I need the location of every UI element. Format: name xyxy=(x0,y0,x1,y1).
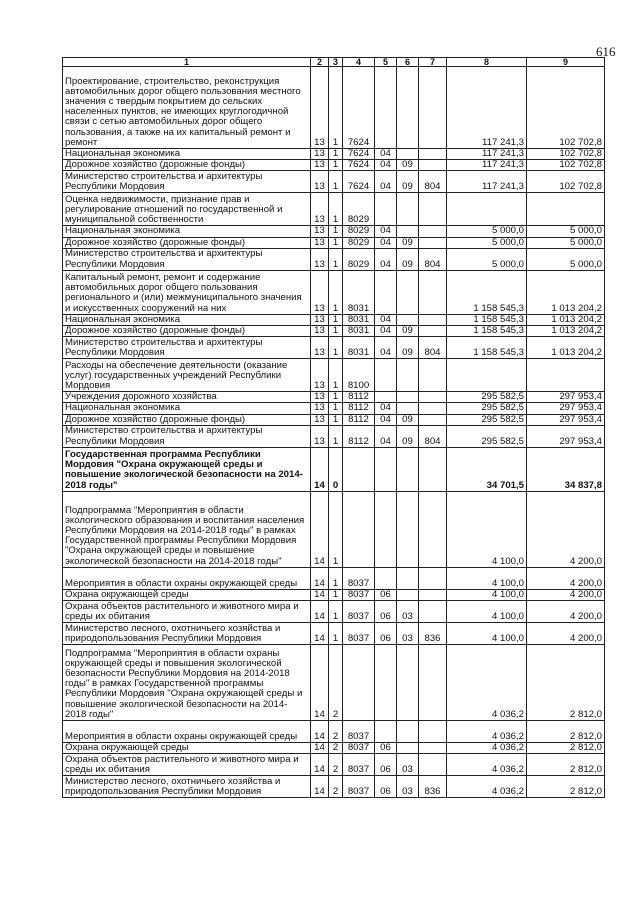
row-name-cell: Национальная экономика xyxy=(63,226,311,237)
cell-col-9: 1 013 204,2 xyxy=(527,270,605,314)
cell-col-5 xyxy=(375,359,397,392)
cell-col-6: 09 xyxy=(397,414,419,425)
cell-col-2: 14 xyxy=(311,447,329,491)
cell-col-9: 297 953,4 xyxy=(527,425,605,447)
cell-col-3: 2 xyxy=(329,721,343,743)
table-row xyxy=(63,326,605,337)
cell-col-4: 8029 xyxy=(343,248,375,270)
row-name-cell: Охрана объектов растительного и животного мира и среды их обитания xyxy=(63,754,311,776)
row-name-cell: Капитальный ремонт, ремонт и содержание автомобильных дорог общего пользования регионального и (или) межмуниципального значения и искусственных сооружений на них xyxy=(63,270,311,314)
cell-col-6 xyxy=(397,491,419,567)
cell-col-5: 04 xyxy=(375,226,397,237)
cell-col-4: 7624 xyxy=(343,160,375,171)
cell-col-6 xyxy=(397,226,419,237)
table-row xyxy=(63,237,605,248)
cell-col-9: 297 953,4 xyxy=(527,403,605,414)
table-row xyxy=(63,403,605,414)
cell-col-2: 13 xyxy=(311,425,329,447)
cell-col-2: 13 xyxy=(311,359,329,392)
row-name-cell: Министерство строительства и архитектуры Республики Мордовия xyxy=(63,171,311,193)
row-name-cell: Охрана окружающей среды xyxy=(63,589,311,600)
cell-col-3: 1 xyxy=(329,67,343,149)
cell-col-6: 03 xyxy=(397,754,419,776)
cell-col-2: 13 xyxy=(311,67,329,149)
cell-col-2: 14 xyxy=(311,491,329,567)
cell-col-8: 117 241,3 xyxy=(447,171,527,193)
cell-col-5 xyxy=(375,567,397,589)
cell-col-7 xyxy=(419,314,447,325)
row-name-cell: Министерство лесного, охотничьего хозяйства и природопользования Республики Мордовия xyxy=(63,623,311,645)
cell-col-9: 4 200,0 xyxy=(527,567,605,589)
cell-col-7: 804 xyxy=(419,248,447,270)
row-name-cell: Проектирование, строительство, реконструкция автомобильных дорог общего пользования местного значения с твердым покрытием до сельских населенных пунктов, не имеющих круглогодичной связи с сетью автомобильных дорог общего пользования, а также на их капитальный ремонт и ремонт xyxy=(63,67,311,149)
column-header: 4 xyxy=(343,58,375,67)
cell-col-6 xyxy=(397,314,419,325)
cell-col-8: 4 036,2 xyxy=(447,776,527,798)
cell-col-6: 03 xyxy=(397,623,419,645)
table-row xyxy=(63,359,605,392)
table-row xyxy=(63,754,605,776)
cell-col-3: 1 xyxy=(329,567,343,589)
cell-col-3: 1 xyxy=(329,149,343,160)
table-row xyxy=(63,601,605,623)
cell-col-8: 5 000,0 xyxy=(447,248,527,270)
cell-col-3: 1 xyxy=(329,248,343,270)
cell-col-3: 2 xyxy=(329,754,343,776)
table-row xyxy=(63,414,605,425)
column-header: 8 xyxy=(447,58,527,67)
table-row xyxy=(63,314,605,325)
cell-col-7: 804 xyxy=(419,337,447,359)
cell-col-5 xyxy=(375,193,397,226)
cell-col-2: 13 xyxy=(311,160,329,171)
cell-col-8: 295 582,5 xyxy=(447,392,527,403)
cell-col-8: 5 000,0 xyxy=(447,237,527,248)
table-row xyxy=(63,447,605,491)
cell-col-8: 4 100,0 xyxy=(447,491,527,567)
cell-col-2: 13 xyxy=(311,337,329,359)
cell-col-5: 06 xyxy=(375,754,397,776)
cell-col-8 xyxy=(447,359,527,392)
budget-table xyxy=(62,57,605,798)
cell-col-5 xyxy=(375,270,397,314)
cell-col-2: 13 xyxy=(311,326,329,337)
cell-col-7 xyxy=(419,491,447,567)
cell-col-4: 8037 xyxy=(343,601,375,623)
cell-col-5 xyxy=(375,67,397,149)
cell-col-4: 8029 xyxy=(343,193,375,226)
column-header: 3 xyxy=(329,58,343,67)
cell-col-3: 1 xyxy=(329,326,343,337)
table-row xyxy=(63,160,605,171)
cell-col-7 xyxy=(419,392,447,403)
cell-col-6: 09 xyxy=(397,248,419,270)
cell-col-5: 06 xyxy=(375,589,397,600)
cell-col-2: 14 xyxy=(311,601,329,623)
cell-col-4: 8037 xyxy=(343,589,375,600)
cell-col-5: 06 xyxy=(375,623,397,645)
cell-col-8: 295 582,5 xyxy=(447,425,527,447)
table-row xyxy=(63,776,605,798)
cell-col-7 xyxy=(419,149,447,160)
cell-col-8: 117 241,3 xyxy=(447,149,527,160)
cell-col-9: 102 702,8 xyxy=(527,160,605,171)
table-row xyxy=(63,491,605,567)
cell-col-4: 8112 xyxy=(343,392,375,403)
cell-col-6 xyxy=(397,359,419,392)
cell-col-3: 2 xyxy=(329,645,343,721)
table-row xyxy=(63,623,605,645)
row-name-cell: Государственная программа Республики Мордовия "Охрана окружающей среды и повышение экологической безопасности на 2014-2018 годы" xyxy=(63,447,311,491)
cell-col-3: 1 xyxy=(329,359,343,392)
cell-col-2: 13 xyxy=(311,248,329,270)
cell-col-7 xyxy=(419,721,447,743)
cell-col-6 xyxy=(397,149,419,160)
cell-col-9: 2 812,0 xyxy=(527,743,605,754)
cell-col-8: 4 036,2 xyxy=(447,743,527,754)
cell-col-5: 04 xyxy=(375,414,397,425)
cell-col-6: 09 xyxy=(397,337,419,359)
cell-col-2: 13 xyxy=(311,403,329,414)
table-row xyxy=(63,645,605,721)
cell-col-5: 04 xyxy=(375,248,397,270)
table-row xyxy=(63,743,605,754)
cell-col-4 xyxy=(343,491,375,567)
cell-col-9: 5 000,0 xyxy=(527,248,605,270)
cell-col-6: 03 xyxy=(397,601,419,623)
cell-col-2: 13 xyxy=(311,149,329,160)
table-row xyxy=(63,337,605,359)
cell-col-3: 1 xyxy=(329,160,343,171)
cell-col-6 xyxy=(397,645,419,721)
cell-col-9: 5 000,0 xyxy=(527,226,605,237)
cell-col-2: 14 xyxy=(311,589,329,600)
cell-col-7: 804 xyxy=(419,171,447,193)
column-header: 5 xyxy=(375,58,397,67)
cell-col-9: 4 200,0 xyxy=(527,491,605,567)
cell-col-8: 34 701,5 xyxy=(447,447,527,491)
cell-col-9: 102 702,8 xyxy=(527,67,605,149)
cell-col-4: 8037 xyxy=(343,721,375,743)
cell-col-4: 8037 xyxy=(343,567,375,589)
column-header: 7 xyxy=(419,58,447,67)
cell-col-8: 4 100,0 xyxy=(447,623,527,645)
cell-col-9: 2 812,0 xyxy=(527,754,605,776)
cell-col-8: 295 582,5 xyxy=(447,414,527,425)
cell-col-5: 04 xyxy=(375,337,397,359)
cell-col-9: 102 702,8 xyxy=(527,149,605,160)
cell-col-4: 8037 xyxy=(343,623,375,645)
cell-col-5: 06 xyxy=(375,776,397,798)
cell-col-4: 8031 xyxy=(343,326,375,337)
cell-col-6 xyxy=(397,392,419,403)
table-body xyxy=(63,67,605,798)
cell-col-7 xyxy=(419,193,447,226)
cell-col-9: 297 953,4 xyxy=(527,414,605,425)
row-name-cell: Министерство строительства и архитектуры Республики Мордовия xyxy=(63,425,311,447)
cell-col-7: 836 xyxy=(419,776,447,798)
cell-col-7 xyxy=(419,645,447,721)
cell-col-9: 1 013 204,2 xyxy=(527,326,605,337)
cell-col-7 xyxy=(419,326,447,337)
row-name-cell: Национальная экономика xyxy=(63,314,311,325)
cell-col-6 xyxy=(397,67,419,149)
cell-col-4: 8029 xyxy=(343,226,375,237)
cell-col-8: 1 158 545,3 xyxy=(447,270,527,314)
cell-col-4: 8029 xyxy=(343,237,375,248)
table-row xyxy=(63,392,605,403)
cell-col-4: 7624 xyxy=(343,67,375,149)
cell-col-7 xyxy=(419,754,447,776)
cell-col-2: 14 xyxy=(311,721,329,743)
table-row xyxy=(63,67,605,149)
cell-col-5 xyxy=(375,645,397,721)
cell-col-2: 14 xyxy=(311,776,329,798)
cell-col-8: 4 100,0 xyxy=(447,601,527,623)
cell-col-5: 04 xyxy=(375,149,397,160)
cell-col-9: 297 953,4 xyxy=(527,392,605,403)
cell-col-2: 14 xyxy=(311,743,329,754)
cell-col-6: 09 xyxy=(397,160,419,171)
row-name-cell: Мероприятия в области охраны окружающей среды xyxy=(63,721,311,743)
cell-col-8: 1 158 545,3 xyxy=(447,314,527,325)
row-name-cell: Оценка недвижимости, признание прав и регулирование отношений по государственной и муниципальной собственности xyxy=(63,193,311,226)
cell-col-4: 7624 xyxy=(343,149,375,160)
cell-col-7: 836 xyxy=(419,623,447,645)
cell-col-7 xyxy=(419,601,447,623)
cell-col-3: 1 xyxy=(329,589,343,600)
cell-col-3: 1 xyxy=(329,314,343,325)
column-header: 9 xyxy=(527,58,605,67)
cell-col-3: 1 xyxy=(329,623,343,645)
cell-col-5: 04 xyxy=(375,403,397,414)
cell-col-2: 13 xyxy=(311,226,329,237)
cell-col-9: 2 812,0 xyxy=(527,645,605,721)
cell-col-2: 13 xyxy=(311,392,329,403)
cell-col-5: 04 xyxy=(375,171,397,193)
column-header: 2 xyxy=(311,58,329,67)
row-name-cell: Подпрограмма "Мероприятия в области охраны окружающей среды и повышения экологической безопасности Республики Мордовия на 2014-2018 годы" в рамках Государственной программы Республики Мордовия "Охрана окружающей среды и повышение экологической безопасности на 2014-2018 годы" xyxy=(63,645,311,721)
cell-col-8: 117 241,3 xyxy=(447,160,527,171)
cell-col-5 xyxy=(375,447,397,491)
cell-col-7 xyxy=(419,567,447,589)
cell-col-9: 34 837,8 xyxy=(527,447,605,491)
table-row xyxy=(63,425,605,447)
table-row xyxy=(63,589,605,600)
cell-col-5 xyxy=(375,491,397,567)
cell-col-2: 13 xyxy=(311,171,329,193)
row-name-cell: Подпрограмма "Мероприятия в области экологического образования и воспитания населения Республики Мордовия на 2014-2018 годы" в рамках Государственной программы Республики Мордовия "Охрана окружающей среды и повышение экологической безопасности на 2014-2018 годы" xyxy=(63,491,311,567)
column-header: 1 xyxy=(63,58,311,67)
row-name-cell: Министерство лесного, охотничьего хозяйства и природопользования Республики Мордовия xyxy=(63,776,311,798)
table-row xyxy=(63,248,605,270)
cell-col-8: 4 100,0 xyxy=(447,567,527,589)
cell-col-3: 1 xyxy=(329,270,343,314)
cell-col-8: 117 241,3 xyxy=(447,67,527,149)
cell-col-6 xyxy=(397,403,419,414)
cell-col-3: 0 xyxy=(329,447,343,491)
row-name-cell: Дорожное хозяйство (дорожные фонды) xyxy=(63,414,311,425)
cell-col-7 xyxy=(419,403,447,414)
cell-col-6 xyxy=(397,743,419,754)
cell-col-9 xyxy=(527,359,605,392)
cell-col-2: 14 xyxy=(311,623,329,645)
cell-col-2: 14 xyxy=(311,754,329,776)
cell-col-9: 4 200,0 xyxy=(527,589,605,600)
cell-col-7 xyxy=(419,237,447,248)
cell-col-4: 8031 xyxy=(343,314,375,325)
cell-col-9: 2 812,0 xyxy=(527,776,605,798)
cell-col-5: 04 xyxy=(375,425,397,447)
cell-col-4: 8100 xyxy=(343,359,375,392)
cell-col-8: 5 000,0 xyxy=(447,226,527,237)
cell-col-3: 1 xyxy=(329,171,343,193)
cell-col-6 xyxy=(397,567,419,589)
cell-col-4: 8031 xyxy=(343,270,375,314)
row-name-cell: Расходы на обеспечение деятельности (оказание услуг) государственных учреждений Республики Мордовия xyxy=(63,359,311,392)
row-name-cell: Министерство строительства и архитектуры Республики Мордовия xyxy=(63,248,311,270)
cell-col-5 xyxy=(375,392,397,403)
cell-col-2: 14 xyxy=(311,645,329,721)
cell-col-4: 8112 xyxy=(343,425,375,447)
cell-col-6: 09 xyxy=(397,425,419,447)
row-name-cell: Дорожное хозяйство (дорожные фонды) xyxy=(63,237,311,248)
cell-col-8: 4 100,0 xyxy=(447,589,527,600)
cell-col-3: 1 xyxy=(329,226,343,237)
cell-col-9: 4 200,0 xyxy=(527,601,605,623)
cell-col-2: 14 xyxy=(311,567,329,589)
cell-col-6 xyxy=(397,721,419,743)
cell-col-4: 8112 xyxy=(343,403,375,414)
cell-col-3: 1 xyxy=(329,601,343,623)
cell-col-3: 1 xyxy=(329,237,343,248)
row-name-cell: Национальная экономика xyxy=(63,149,311,160)
cell-col-3: 1 xyxy=(329,414,343,425)
table-header-row xyxy=(63,58,605,67)
cell-col-2: 13 xyxy=(311,270,329,314)
cell-col-3: 2 xyxy=(329,776,343,798)
cell-col-4: 8037 xyxy=(343,754,375,776)
cell-col-4: 8112 xyxy=(343,414,375,425)
table-row xyxy=(63,149,605,160)
cell-col-8: 1 158 545,3 xyxy=(447,337,527,359)
cell-col-9 xyxy=(527,193,605,226)
cell-col-4: 7624 xyxy=(343,171,375,193)
row-name-cell: Мероприятия в области охраны окружающей среды xyxy=(63,567,311,589)
row-name-cell: Учреждения дорожного хозяйства xyxy=(63,392,311,403)
row-name-cell: Министерство строительства и архитектуры Республики Мордовия xyxy=(63,337,311,359)
cell-col-9: 2 812,0 xyxy=(527,721,605,743)
cell-col-8: 4 036,2 xyxy=(447,754,527,776)
cell-col-8: 4 036,2 xyxy=(447,721,527,743)
cell-col-7 xyxy=(419,160,447,171)
cell-col-3: 1 xyxy=(329,392,343,403)
cell-col-2: 13 xyxy=(311,193,329,226)
cell-col-6 xyxy=(397,270,419,314)
cell-col-5: 06 xyxy=(375,601,397,623)
cell-col-7 xyxy=(419,226,447,237)
cell-col-4 xyxy=(343,645,375,721)
cell-col-5: 04 xyxy=(375,160,397,171)
cell-col-5: 04 xyxy=(375,237,397,248)
cell-col-7 xyxy=(419,589,447,600)
cell-col-4: 8031 xyxy=(343,337,375,359)
cell-col-9: 4 200,0 xyxy=(527,623,605,645)
cell-col-4: 8037 xyxy=(343,743,375,754)
cell-col-6 xyxy=(397,193,419,226)
cell-col-3: 1 xyxy=(329,193,343,226)
cell-col-5 xyxy=(375,721,397,743)
cell-col-3: 1 xyxy=(329,403,343,414)
cell-col-3: 1 xyxy=(329,425,343,447)
cell-col-5: 04 xyxy=(375,326,397,337)
row-name-cell: Охрана окружающей среды xyxy=(63,743,311,754)
cell-col-8 xyxy=(447,193,527,226)
cell-col-8: 1 158 545,3 xyxy=(447,326,527,337)
cell-col-8: 295 582,5 xyxy=(447,403,527,414)
page-number: 616 xyxy=(596,44,616,59)
cell-col-3: 1 xyxy=(329,491,343,567)
cell-col-6: 03 xyxy=(397,776,419,798)
cell-col-7 xyxy=(419,270,447,314)
cell-col-9: 5 000,0 xyxy=(527,237,605,248)
table-row xyxy=(63,270,605,314)
cell-col-9: 1 013 204,2 xyxy=(527,314,605,325)
cell-col-3: 2 xyxy=(329,743,343,754)
cell-col-5: 06 xyxy=(375,743,397,754)
cell-col-6 xyxy=(397,589,419,600)
table-row xyxy=(63,193,605,226)
cell-col-7: 804 xyxy=(419,425,447,447)
cell-col-7 xyxy=(419,743,447,754)
cell-col-6: 09 xyxy=(397,171,419,193)
cell-col-4: 8037 xyxy=(343,776,375,798)
cell-col-7 xyxy=(419,447,447,491)
cell-col-8: 4 036,2 xyxy=(447,645,527,721)
cell-col-5: 04 xyxy=(375,314,397,325)
row-name-cell: Дорожное хозяйство (дорожные фонды) xyxy=(63,160,311,171)
cell-col-2: 13 xyxy=(311,414,329,425)
table-row xyxy=(63,721,605,743)
cell-col-9: 1 013 204,2 xyxy=(527,337,605,359)
cell-col-6: 09 xyxy=(397,326,419,337)
cell-col-2: 13 xyxy=(311,314,329,325)
cell-col-7 xyxy=(419,67,447,149)
cell-col-6: 09 xyxy=(397,237,419,248)
table-row xyxy=(63,171,605,193)
cell-col-9: 102 702,8 xyxy=(527,171,605,193)
cell-col-2: 13 xyxy=(311,237,329,248)
cell-col-7 xyxy=(419,359,447,392)
table-row xyxy=(63,567,605,589)
cell-col-4 xyxy=(343,447,375,491)
row-name-cell: Дорожное хозяйство (дорожные фонды) xyxy=(63,326,311,337)
row-name-cell: Охрана объектов растительного и животного мира и среды их обитания xyxy=(63,601,311,623)
row-name-cell: Национальная экономика xyxy=(63,403,311,414)
table-row xyxy=(63,226,605,237)
column-header: 6 xyxy=(397,58,419,67)
cell-col-7 xyxy=(419,414,447,425)
cell-col-6 xyxy=(397,447,419,491)
cell-col-3: 1 xyxy=(329,337,343,359)
